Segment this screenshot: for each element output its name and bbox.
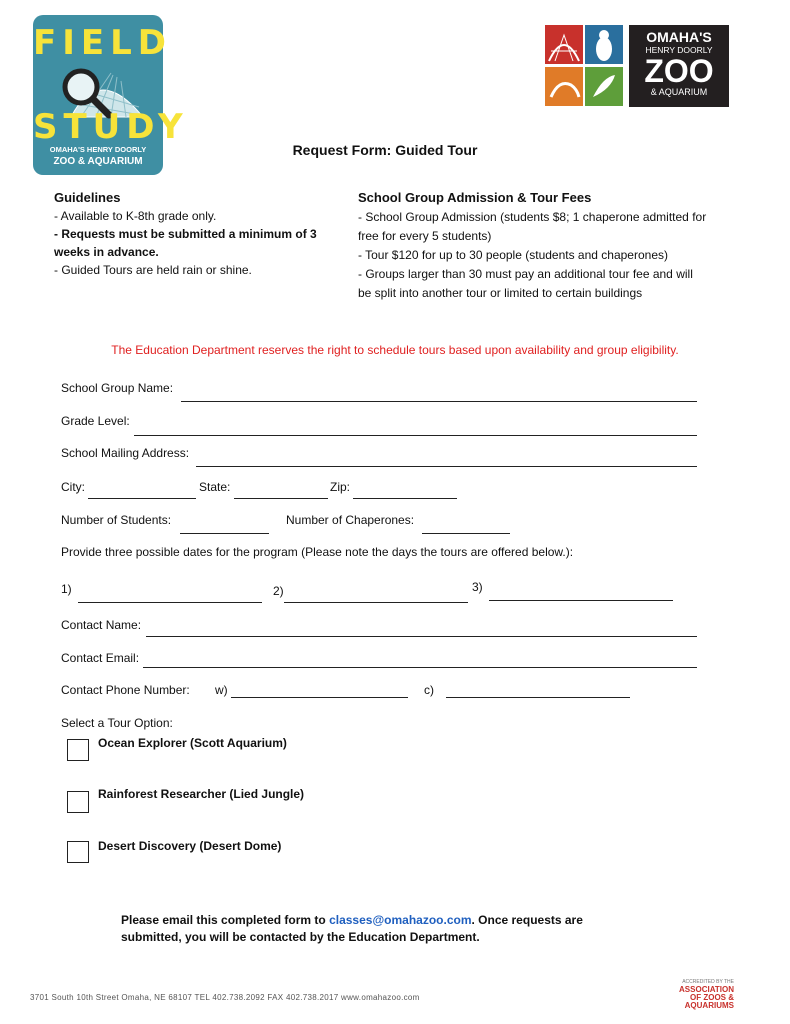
fee-item: - Groups larger than 30 must pay an additional tour fee and will xyxy=(358,267,693,281)
state-label: State: xyxy=(199,480,231,494)
guideline-item: weeks in advance. xyxy=(54,245,159,259)
rainforest-researcher-label: Rainforest Researcher (Lied Jungle) xyxy=(98,787,305,801)
date3-field[interactable] xyxy=(489,600,673,601)
state-field[interactable] xyxy=(234,498,328,499)
zoo-address: 3701 South 10th Street Omaha, NE 68107 TEL 402.738.2092 FAX 402.738.2017 www.omahazoo.com xyxy=(30,993,420,1002)
submission-instructions xyxy=(121,912,681,946)
mailing-address-field[interactable] xyxy=(196,466,697,467)
rainforest-researcher-checkbox[interactable] xyxy=(67,791,89,813)
guidelines-section xyxy=(54,190,334,279)
ocean-explorer-label: Ocean Explorer (Scott Aquarium) xyxy=(98,736,287,750)
footer-text: . Once requests are xyxy=(471,913,583,927)
zoo-line3: ZOO xyxy=(644,53,714,89)
dome-tile-icon xyxy=(545,25,583,64)
desert-discovery-checkbox[interactable] xyxy=(67,841,89,863)
ocean-explorer-checkbox[interactable] xyxy=(67,739,89,761)
zip-field[interactable] xyxy=(353,498,457,499)
aza-line3: OF ZOOS & xyxy=(690,993,734,1002)
hand-leaf-tile-icon xyxy=(585,67,623,106)
dates-prompt: Provide three possible dates for the program (Please note the days the tours are offered below.): xyxy=(61,545,574,559)
contact-name-label: Contact Name: xyxy=(61,618,142,632)
work-phone-label: w) xyxy=(215,683,228,697)
contact-phone-label: Contact Phone Number: xyxy=(61,683,190,697)
aza-line4: AQUARIUMS xyxy=(684,1001,734,1010)
grade-level-label: Grade Level: xyxy=(61,414,130,428)
contact-name-field[interactable] xyxy=(146,636,697,637)
zoo-logo xyxy=(545,25,729,107)
logo-sub-text-2: ZOO & AQUARIUM xyxy=(53,156,143,167)
zoo-wordmark xyxy=(629,25,729,107)
date3-label: 3) xyxy=(472,580,483,594)
zip-label: Zip: xyxy=(330,480,351,494)
city-label: City: xyxy=(61,480,85,494)
fee-item: - School Group Admission (students $8; 1 chaperone admitted for xyxy=(358,210,707,224)
desert-discovery-label: Desert Discovery (Desert Dome) xyxy=(98,839,282,853)
guideline-item: - Available to K-8th grade only. xyxy=(54,209,217,223)
grade-level-field[interactable] xyxy=(134,435,697,436)
zoo-line4: & AQUARIUM xyxy=(650,87,708,97)
cell-phone-field[interactable] xyxy=(446,697,630,698)
contact-email-label: Contact Email: xyxy=(61,651,140,665)
aza-line2: ASSOCIATION xyxy=(679,985,734,994)
tour-option-label: Select a Tour Option: xyxy=(61,716,173,730)
fee-item: - Tour $120 for up to 30 people (students and chaperones) xyxy=(358,248,668,262)
num-chaperones-field[interactable] xyxy=(422,533,510,534)
aza-logo xyxy=(652,978,734,1010)
animal-tile-icon xyxy=(545,67,583,106)
fees-heading: School Group Admission & Tour Fees xyxy=(358,190,592,205)
school-group-name-label: School Group Name: xyxy=(61,381,174,395)
zoo-line2: HENRY DOORLY xyxy=(645,45,713,55)
city-field[interactable] xyxy=(88,498,196,499)
zoo-line1: OMAHA'S xyxy=(646,29,712,45)
contact-email-field[interactable] xyxy=(143,667,697,668)
fee-item: be split into another tour or limited to certain buildings xyxy=(358,286,643,300)
eligibility-notice: The Education Department reserves the right to schedule tours based upon availability and group eligibility. xyxy=(111,343,679,357)
footer-text: Please email this completed form to xyxy=(121,913,330,927)
date2-field[interactable] xyxy=(284,602,468,603)
guidelines-heading: Guidelines xyxy=(54,190,121,205)
email-link[interactable]: classes@omahazoo.com xyxy=(329,913,472,927)
work-phone-field[interactable] xyxy=(231,697,408,698)
mailing-address-label: School Mailing Address: xyxy=(61,446,190,460)
date1-label: 1) xyxy=(61,582,72,596)
num-chaperones-label: Number of Chaperones: xyxy=(286,513,415,527)
num-students-field[interactable] xyxy=(180,533,269,534)
fee-item: free for every 5 students) xyxy=(358,229,492,243)
num-students-label: Number of Students: xyxy=(61,513,172,527)
date1-field[interactable] xyxy=(78,602,262,603)
logo-study-text: STUDY xyxy=(33,107,189,147)
fees-section xyxy=(358,190,748,303)
guideline-item: - Guided Tours are held rain or shine. xyxy=(54,263,252,277)
logo-sub-text: OMAHA'S HENRY DOORLY xyxy=(49,145,147,154)
page-title: Request Form: Guided Tour xyxy=(292,142,478,158)
aza-line1: ACCREDITED BY THE xyxy=(682,979,734,985)
date2-label: 2) xyxy=(273,584,284,598)
school-group-name-field[interactable] xyxy=(181,401,697,402)
guideline-item: - Requests must be submitted a minimum of 3 xyxy=(54,227,317,241)
cell-phone-label: c) xyxy=(424,683,434,697)
logo-field-text: FIELD xyxy=(33,23,172,63)
footer-text: submitted, you will be contacted by the Education Department. xyxy=(121,930,480,944)
penguin-tile-icon xyxy=(585,25,623,64)
